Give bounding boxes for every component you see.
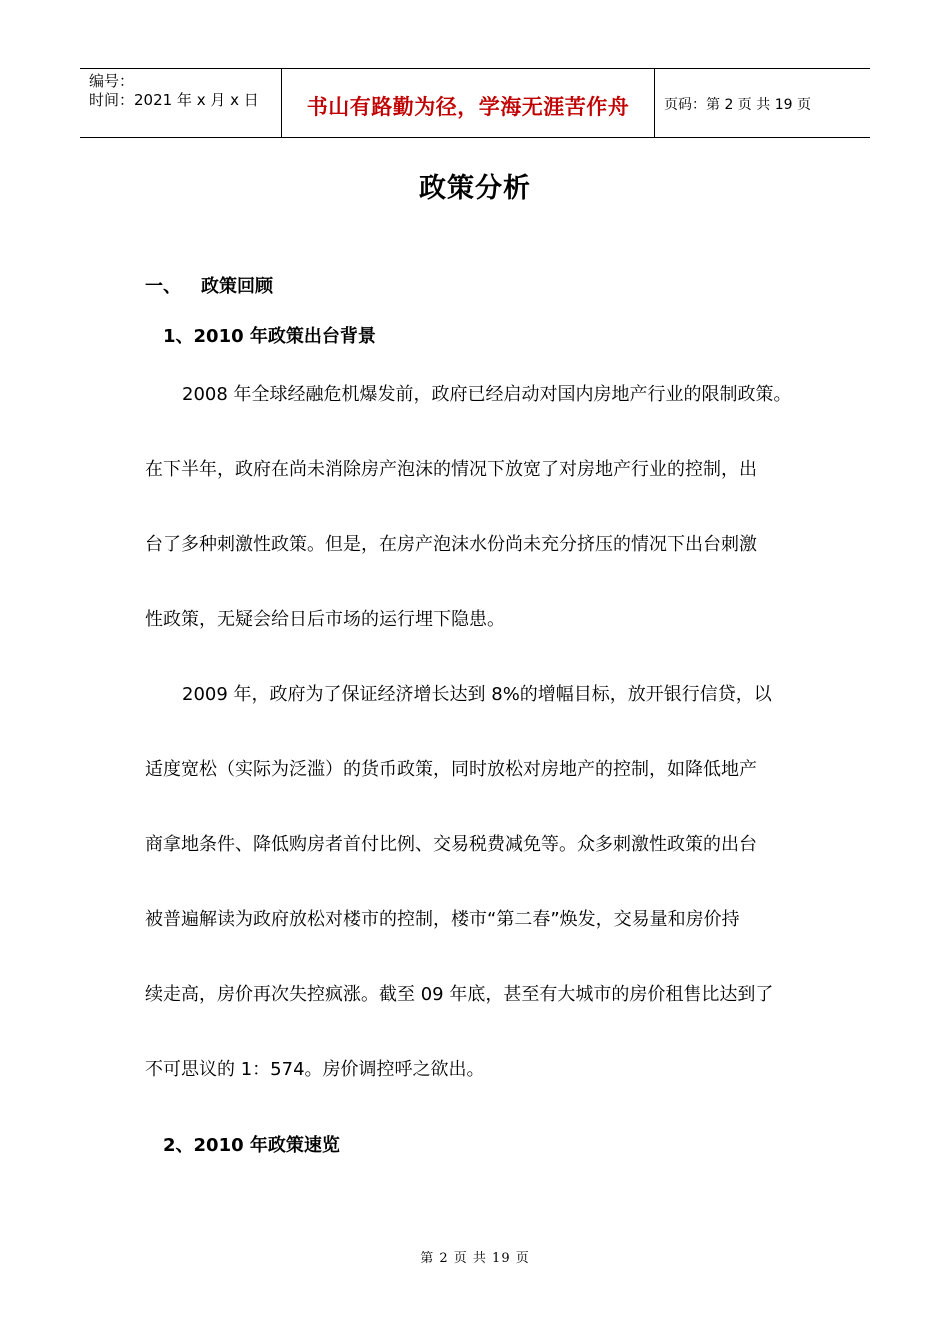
paragraph-line: 2009 年，政府为了保证经济增长达到 8%的增幅目标，放开银行信贷，以 (182, 684, 772, 705)
header-meta-cell (80, 69, 280, 137)
paragraph-line: 商拿地条件、降低购房者首付比例、交易税费减免等。众多刺激性政策的出台 (145, 834, 757, 855)
document-title: 政策分析 (419, 173, 531, 204)
paragraph-line: 续走高，房价再次失控疯涨。截至 09 年底，甚至有大城市的房价租售比达到了 (145, 984, 774, 1005)
subsection-heading-1: 1、2010 年政策出台背景 (163, 326, 376, 347)
header-page-cell (654, 69, 870, 137)
section-title: 政策回顾 (201, 276, 273, 297)
section-heading-1 (145, 272, 273, 298)
paragraph-background-2008 (145, 357, 810, 657)
paragraph-line: 性政策，无疑会给日后市场的运行埋下隐患。 (145, 609, 505, 630)
page-header (80, 68, 870, 138)
subsection-heading-2: 2、2010 年政策速览 (163, 1135, 340, 1156)
header-motto-cell (281, 69, 655, 137)
paragraph-line: 被普遍解读为政府放松对楼市的控制，楼市“第二春”焕发，交易量和房价持 (145, 909, 740, 930)
header-page-info: 页码：第 2 页 共 19 页 (664, 97, 811, 113)
paragraph-line: 台了多种刺激性政策。但是，在房产泡沫水份尚未充分挤压的情况下出台刺激 (145, 534, 757, 555)
paragraph-line: 适度宽松（实际为泛滥）的货币政策，同时放松对房地产的控制，如降低地产 (145, 759, 757, 780)
header-motto: 书山有路勤为径，学海无涯苦作舟 (306, 94, 630, 119)
section-number: 一、 (145, 276, 181, 297)
paragraph-line: 在下半年，政府在尚未消除房产泡沫的情况下放宽了对房地产行业的控制，出 (145, 459, 757, 480)
document-number-label: 编号： (89, 72, 135, 90)
paragraph-line: 不可思议的 1：574。房价调控呼之欲出。 (145, 1059, 485, 1080)
document-time-label: 时间：2021 年 x 月 x 日 (89, 91, 259, 109)
page-footer: 第 2 页 共 19 页 (420, 1251, 530, 1266)
paragraph-background-2009 (145, 657, 810, 1107)
paragraph-line: 2008 年全球经融危机爆发前，政府已经启动对国内房地产行业的限制政策。 (182, 384, 792, 405)
